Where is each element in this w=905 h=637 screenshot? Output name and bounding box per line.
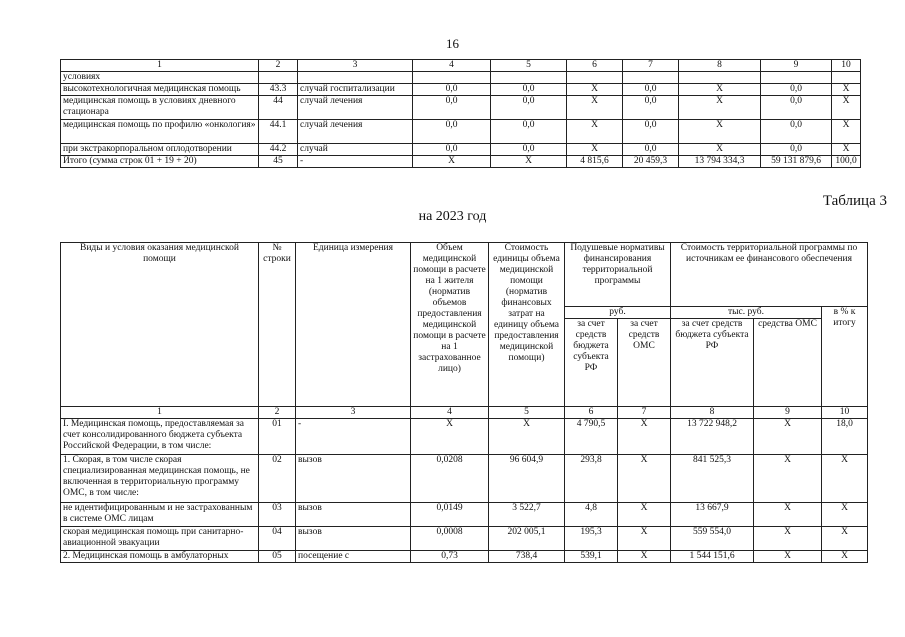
row-number: 44.1 (259, 120, 298, 144)
col-number: 9 (761, 60, 832, 72)
value-cell: Х (754, 419, 822, 455)
row-number: 04 (259, 527, 296, 551)
upper-table (60, 59, 861, 168)
header-thousand-rub: тыс. руб. (671, 307, 822, 319)
header-row (61, 243, 868, 307)
unit-cell: случай лечения (298, 96, 413, 120)
row-number: 44 (259, 96, 298, 120)
value-cell: Х (567, 96, 623, 120)
value-cell: 0,0 (413, 120, 491, 144)
value-cell: 0,0 (491, 84, 567, 96)
unit-cell: посещение с (296, 551, 411, 563)
value-cell: 0,0 (491, 144, 567, 156)
header-per-capita: Подушевые нормативы финансирования территориальной программы (565, 243, 671, 307)
unit-cell: случай госпитализации (298, 84, 413, 96)
value-cell: 0,0008 (411, 527, 489, 551)
row-label: медицинская помощь по профилю «онкология» (61, 120, 259, 144)
lower-col-numbers-row (61, 407, 868, 419)
row-number: 45 (259, 156, 298, 168)
value-cell: Х (413, 156, 491, 168)
value-cell: 0,0 (413, 144, 491, 156)
value-cell: 18,0 (822, 419, 868, 455)
value-cell: Х (832, 144, 861, 156)
header-row-number: № строки (259, 243, 296, 407)
value-cell: 0,0 (761, 144, 832, 156)
row-label: при экстракорпоральном оплодотворении (61, 144, 259, 156)
value-cell: Х (754, 455, 822, 503)
lower-table (60, 242, 868, 563)
value-cell: 559 554,0 (671, 527, 754, 551)
unit-cell: вызов (296, 503, 411, 527)
table-row (61, 455, 868, 503)
value-cell: 738,4 (489, 551, 565, 563)
header-budget-rf-thousand: за счет средств бюджета субъекта РФ (671, 319, 754, 407)
col-number: 8 (679, 60, 761, 72)
value-cell: Х (822, 503, 868, 527)
value-cell: 202 005,1 (489, 527, 565, 551)
value-cell (491, 72, 567, 84)
upper-col-numbers-row (61, 60, 861, 72)
value-cell: Х (679, 144, 761, 156)
value-cell: Х (822, 527, 868, 551)
col-number: 2 (259, 60, 298, 72)
unit-cell: - (298, 156, 413, 168)
value-cell: 0,0 (623, 96, 679, 120)
row-number (259, 72, 298, 84)
row-label: условиях (61, 72, 259, 84)
row-label: медицинская помощь в условиях дневного стационара (61, 96, 259, 120)
header-unit: Единица измерения (296, 243, 411, 407)
table-row (61, 503, 868, 527)
row-label: 1. Скорая, в том числе скорая специализированная медицинская помощь, не включенная в территориальную программу ОМС, в том числе: (61, 455, 259, 503)
value-cell: Х (822, 455, 868, 503)
value-cell: 0,73 (411, 551, 489, 563)
value-cell: Х (679, 84, 761, 96)
col-number: 3 (298, 60, 413, 72)
row-label: высокотехнологичная медицинская помощь (61, 84, 259, 96)
value-cell: 0,0 (761, 96, 832, 120)
row-number: 44.2 (259, 144, 298, 156)
row-label: Итого (сумма строк 01 + 19 + 20) (61, 156, 259, 168)
value-cell: 59 131 879,6 (761, 156, 832, 168)
value-cell: 4,8 (565, 503, 618, 527)
value-cell: 4 815,6 (567, 156, 623, 168)
value-cell: Х (491, 156, 567, 168)
header-budget-rf: за счет средств бюджета субъекта РФ (565, 319, 618, 407)
table-row (61, 120, 861, 144)
value-cell: 100,0 (832, 156, 861, 168)
row-label: 2. Медицинская помощь в амбулаторных (61, 551, 259, 563)
header-oms-thousand: средства ОМС (754, 319, 822, 407)
row-number: 02 (259, 455, 296, 503)
col-number: 4 (411, 407, 489, 419)
value-cell: Х (754, 551, 822, 563)
page-number: 16 (446, 36, 459, 51)
unit-cell: вызов (296, 527, 411, 551)
row-number: 05 (259, 551, 296, 563)
table-row (61, 84, 861, 96)
table-row (61, 96, 861, 120)
total-row (61, 156, 861, 168)
col-number: 2 (259, 407, 296, 419)
row-label: скорая медицинская помощь при санитарно-авиационной эвакуации (61, 527, 259, 551)
row-number: 01 (259, 419, 296, 455)
col-number: 7 (618, 407, 671, 419)
value-cell: 0,0 (491, 120, 567, 144)
header-program-cost: Стоимость территориальной программы по источникам ее финансового обеспечения (671, 243, 868, 307)
value-cell: 0,0 (623, 120, 679, 144)
value-cell (679, 72, 761, 84)
year-title: на 2023 год (418, 209, 487, 224)
value-cell: 0,0 (761, 84, 832, 96)
value-cell: Х (679, 120, 761, 144)
table-row (61, 527, 868, 551)
header-unit-cost: Стоимость единицы объема медицинской помощи (норматив финансовых затрат на единицу объема предоставления медицинской помощи) (489, 243, 565, 407)
table-row (61, 551, 868, 563)
value-cell: Х (411, 419, 489, 455)
header-percent: в % к итогу (822, 307, 868, 407)
value-cell: 841 525,3 (671, 455, 754, 503)
value-cell (761, 72, 832, 84)
value-cell: 96 604,9 (489, 455, 565, 503)
table-row (61, 72, 861, 84)
value-cell (832, 72, 861, 84)
value-cell: 13 794 334,3 (679, 156, 761, 168)
value-cell: Х (832, 120, 861, 144)
value-cell: Х (618, 455, 671, 503)
value-cell: Х (618, 419, 671, 455)
header-volume: Объем медицинской помощи в расчете на 1 жителя (норматив объемов предоставления медицинской помощи в расчете на 1 застрахованное лицо) (411, 243, 489, 407)
row-number: 03 (259, 503, 296, 527)
value-cell: 13 667,9 (671, 503, 754, 527)
unit-cell: вызов (296, 455, 411, 503)
table-label: Таблица 3 (822, 193, 887, 209)
col-number: 1 (61, 407, 259, 419)
table-row (61, 144, 861, 156)
value-cell: 0,0208 (411, 455, 489, 503)
unit-cell (298, 72, 413, 84)
value-cell: Х (567, 84, 623, 96)
value-cell: 0,0 (761, 120, 832, 144)
value-cell: 0,0149 (411, 503, 489, 527)
row-label: не идентифицированным и не застрахованным в системе ОМС лицам (61, 503, 259, 527)
unit-cell: случай лечения (298, 120, 413, 144)
col-number: 10 (822, 407, 868, 419)
value-cell: Х (832, 96, 861, 120)
value-cell: 0,0 (623, 144, 679, 156)
value-cell: Х (567, 120, 623, 144)
col-number: 6 (567, 60, 623, 72)
value-cell: 3 522,7 (489, 503, 565, 527)
value-cell: 0,0 (623, 84, 679, 96)
value-cell: 0,0 (491, 96, 567, 120)
col-number: 6 (565, 407, 618, 419)
value-cell: Х (489, 419, 565, 455)
col-number: 7 (623, 60, 679, 72)
col-number: 3 (296, 407, 411, 419)
value-cell: Х (618, 527, 671, 551)
unit-cell: - (296, 419, 411, 455)
value-cell: 4 790,5 (565, 419, 618, 455)
value-cell: 13 722 948,2 (671, 419, 754, 455)
value-cell: Х (822, 551, 868, 563)
header-oms: за счет средств ОМС (618, 319, 671, 407)
value-cell: Х (754, 527, 822, 551)
header-kinds: Виды и условия оказания медицинской помощи (61, 243, 259, 407)
row-label: I. Медицинская помощь, предоставляемая за счет консолидированного бюджета субъекта Российской Федерации, в том числе: (61, 419, 259, 455)
value-cell: Х (618, 551, 671, 563)
value-cell: 0,0 (413, 96, 491, 120)
col-number: 5 (491, 60, 567, 72)
value-cell (567, 72, 623, 84)
value-cell: Х (618, 503, 671, 527)
value-cell: 0,0 (413, 84, 491, 96)
col-number: 5 (489, 407, 565, 419)
col-number: 9 (754, 407, 822, 419)
header-rub: руб. (565, 307, 671, 319)
value-cell: Х (567, 144, 623, 156)
table-row (61, 419, 868, 455)
unit-cell: случай (298, 144, 413, 156)
value-cell: 20 459,3 (623, 156, 679, 168)
row-number: 43.3 (259, 84, 298, 96)
value-cell (623, 72, 679, 84)
value-cell (413, 72, 491, 84)
col-number: 4 (413, 60, 491, 72)
col-number: 8 (671, 407, 754, 419)
value-cell: Х (832, 84, 861, 96)
value-cell: Х (679, 96, 761, 120)
col-number: 10 (832, 60, 861, 72)
value-cell: 195,3 (565, 527, 618, 551)
value-cell: 293,8 (565, 455, 618, 503)
value-cell: Х (754, 503, 822, 527)
value-cell: 539,1 (565, 551, 618, 563)
value-cell: 1 544 151,6 (671, 551, 754, 563)
col-number: 1 (61, 60, 259, 72)
